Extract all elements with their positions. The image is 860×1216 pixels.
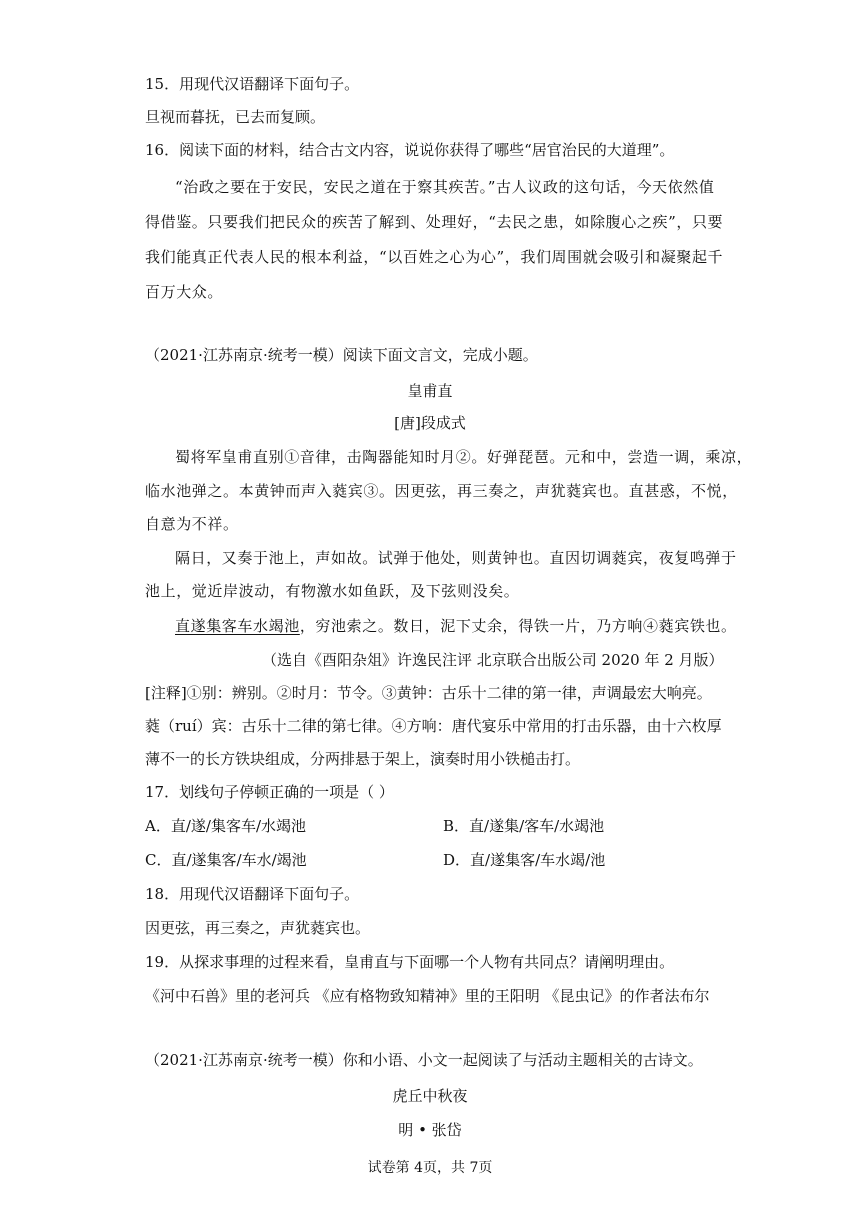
passage-last-line: [175, 616, 737, 636]
q16-title: 16．阅读下面的材料，结合古文内容，说说你获得了哪些“居官治民的大道理”。: [145, 141, 675, 159]
q16-material-line: 我们能真正代表人民的根本利益，“以百姓之心为心”，我们周围就会吸引和凝聚起千: [145, 248, 724, 266]
q15-sentence: 旦视而暮抚，已去而复顾。: [145, 108, 326, 126]
section-intro: （2021·江苏南京·统考一模）阅读下面文言文，完成小题。: [145, 346, 538, 364]
q17-option-a: A．直/遂/集客车/水竭池: [145, 817, 306, 835]
q17-option-d: D．直/遂集客/车水竭/池: [443, 851, 606, 869]
q19-choices: 《河中石兽》里的老河兵 《应有格物致知精神》里的王阳明 《昆虫记》的作者法布尔: [145, 987, 710, 1005]
passage-line: 蜀将军皇甫直别①音律，击陶器能知时月②。好弹琵琶。元和中，尝造一调，乘凉，: [175, 448, 753, 466]
q16-material-line: 得借鉴。只要我们把民众的疾苦了解到、处理好，“去民之患，如除腹心之疾”，只要: [145, 213, 724, 231]
passage-line: 临水池弹之。本黄钟而声入蕤宾③。因更弦，再三奏之，声犹蕤宾也。直甚惑，不悦，: [145, 482, 738, 500]
q18-sentence: 因更弦，再三奏之，声犹蕤宾也。: [145, 919, 371, 937]
q15-title: 15．用现代汉语翻译下面句子。: [145, 75, 360, 93]
q17-option-b: B．直/遂集/客车/水竭池: [443, 817, 605, 835]
passage-last-rest: ，穷池索之。数日，泥下丈余，得铁一片，乃方响④蕤宾铁也。: [299, 617, 737, 635]
q17-title: 17．划线句子停顿正确的一项是（ ）: [145, 783, 394, 801]
q16-material-line: 百万大众。: [145, 283, 224, 301]
q17-option-c: C．直/遂集客/车水/竭池: [145, 851, 307, 869]
passage-author: [唐]段成式: [394, 414, 466, 432]
q18-title: 18．用现代汉语翻译下面句子。: [145, 885, 360, 903]
passage-title: 皇甫直: [407, 382, 453, 400]
poem-title: 虎丘中秋夜: [392, 1087, 468, 1105]
poem-author: 明 • 张岱: [398, 1121, 462, 1139]
notes-line: 薄不一的长方铁块组成，分两排悬于架上，演奏时用小铁槌击打。: [145, 750, 581, 768]
notes-line: [注释]①别：辨别。②时月：节令。③黄钟：古乐十二律的第一律，声调最宏大响亮。: [145, 684, 712, 702]
notes-line: 蕤（ruí）宾：古乐十二律的第七律。④方响：唐代宴乐中常用的打击乐器，由十六枚厚: [145, 717, 722, 735]
passage-line: 池上，觉近岸波动，有物激水如鱼跃，及下弦则没矣。: [145, 582, 520, 600]
source-citation: （选自《酉阳杂俎》许逸民注评 北京联合出版公司 2020 年 2 月版）: [262, 651, 724, 669]
q16-material-line: “治政之要在于安民，安民之道在于察其疾苦。”古人议政的这句话，今天依然值: [175, 178, 715, 196]
section-intro: （2021·江苏南京·统考一模）你和小语、小文一起阅读了与活动主题相关的古诗文。: [145, 1051, 703, 1069]
q19-title: 19．从探求事理的过程来看，皇甫直与下面哪一个人物有共同点？请阐明理由。: [145, 953, 675, 971]
passage-line: 隔日，又奏于池上，声如故。试弹于他处，则黄钟也。直因切调蕤宾，夜复鸣弹于: [175, 549, 737, 567]
page-footer: 试卷第 4页，共 7页: [367, 1160, 493, 1176]
passage-line: 自意为不祥。: [145, 515, 239, 533]
underlined-sentence: 直遂集客车水竭池: [175, 617, 300, 635]
